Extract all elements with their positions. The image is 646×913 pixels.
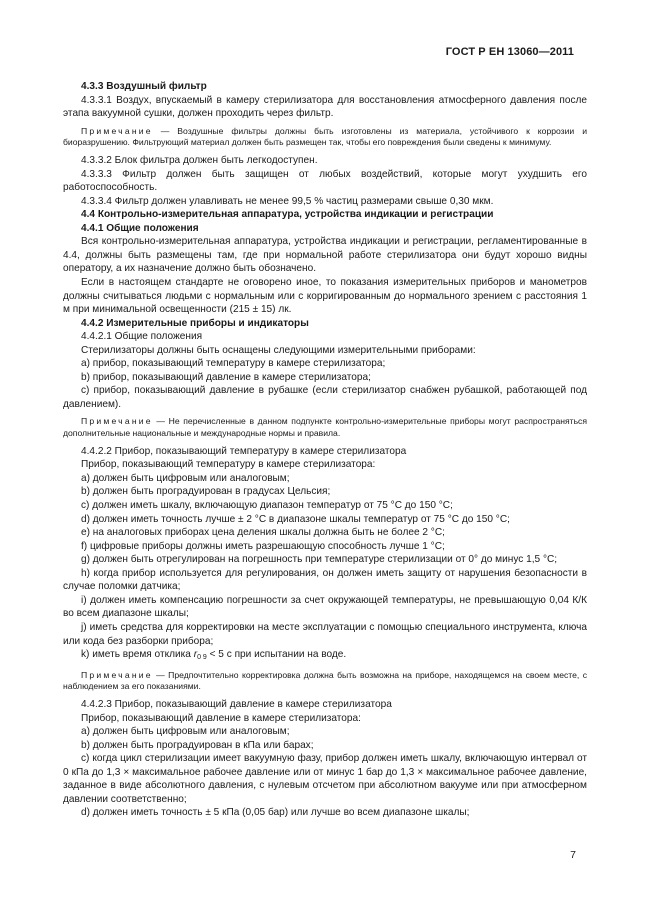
list-item: b) должен быть проградуирован в градусах Цельсия; — [81, 486, 331, 498]
paragraph: Если в настоящем стандарте не оговорено иное, то показания измерительных приборов и манометров должны считываться людьми с нормальным или с корригированным до нормального зрением с расстояния 1 м при минимальной освещенности (215 ± 15) лк. — [63, 276, 587, 316]
section-title: 4.4 Контрольно-измерительная аппаратура, устройства индикации и регистрации — [81, 209, 494, 221]
note — [63, 416, 587, 439]
item-k-text-end: < 5 с при испытании на воде. — [206, 649, 347, 661]
list-item: e) на аналоговых приборах цена деления шкалы должна быть не более 2 °C; — [81, 527, 445, 539]
note-text: — Воздушные фильтры должны быть изготовлены из материала, устойчивого к коррозии и биоразрушению. Фильтрующий материал должен быть размещен так, чтобы его повреждения были сведены к минимуму. — [63, 125, 587, 148]
response-time-subscript: 0 9 — [197, 654, 207, 662]
paragraph: Прибор, показывающий давление в камере стерилизатора: — [81, 712, 361, 724]
list-item: b) прибор, показывающий давление в камере стерилизатора; — [81, 371, 371, 383]
paragraph: Стерилизаторы должны быть оснащены следующими измерительными приборами: — [81, 344, 476, 356]
note — [63, 670, 587, 693]
note-text: — Не перечисленные в данном подпункте контрольно-измерительные приборы могут распространяться дополнительные национальные и международные нормы и правила. — [63, 416, 587, 439]
paragraph: 4.3.3.4 Фильтр должен улавливать не менее 99,5 % частиц размерами свыше 0,30 мкм. — [81, 195, 494, 207]
subsection-title: 4.4.2.2 Прибор, показывающий температуру в камере стерилизатора — [81, 445, 407, 457]
paragraph: 4.3.3.2 Блок фильтра должен быть легкодоступен. — [81, 155, 318, 167]
subsection-title: 4.4.2.3 Прибор, показывающий давление в камере стерилизатора — [81, 699, 392, 710]
page-number: 7 — [570, 849, 576, 861]
paragraph: Прибор, показывающий температуру в камере стерилизатора: — [81, 459, 376, 471]
list-item — [63, 648, 587, 665]
list-item: d) должен иметь точность ± 5 кПа (0,05 бар) или лучше во всем диапазоне шкалы; — [81, 807, 470, 819]
list-item: c) должен иметь шкалу, включающую диапазон температур от 75 °C до 150 °C; — [81, 500, 453, 512]
note-label: Примечание — [81, 669, 153, 680]
list-item: j) иметь средства для корректировки на месте эксплуатации с помощью специального инструмента, ключа или кода без разборки прибора; — [63, 621, 587, 647]
paragraph: Вся контрольно-измерительная аппаратура, устройства индикации и регистрации, регламентированные в 4.4, должны быть размещены там, где при нормальной работе стерилизатора они будут хорошо видны оператору, а их назначение должно быть обозначено. — [63, 236, 587, 275]
paragraph: 4.3.3.1 Воздух, впускаемый в камеру стерилизатора для восстановления атмосферного давления после этапа вакуумной сушки, должен проходить через фильтр. — [63, 94, 587, 120]
list-item: i) должен иметь компенсацию погрешности за счет окружающей температуры, не превышающую 0,04 К/К во всем диапазоне шкалы; — [63, 594, 587, 620]
list-item: g) должен быть отрегулирован на погрешность при температуре стерилизации от 0° до минус 1,5 °C; — [81, 554, 558, 566]
list-item: c) когда цикл стерилизации имеет вакуумную фазу, прибор должен иметь шкалу, включающую интервал от 0 кПа до 1,3 × максимальное рабочее давление или от минус 1 бар до 1,3 × максимальное рабочее давление, заданное в виде абсолютного давления, с нулевым отсчетом при абсолютном вакууме или при атмосферном давлении соответственно; — [63, 753, 587, 805]
item-k-text: k) иметь время отклика — [81, 649, 194, 661]
subsection-title: 4.4.1 Общие положения — [81, 222, 199, 234]
list-item: f) цифровые приборы должны иметь разрешающую способность лучше 1 °C; — [81, 540, 445, 552]
list-item: d) должен иметь точность лучше ± 2 °C в диапазоне шкалы температур от 75 °C до 150 °C; — [81, 513, 510, 525]
list-item: с) прибор, показывающий давление в рубашке (если стерилизатор снабжен рубашкой, работающей под давлением). — [63, 385, 587, 410]
list-item: а) должен быть цифровым или аналоговым; — [81, 472, 290, 484]
document-header: ГОСТ Р ЕН 13060—2011 — [445, 46, 574, 58]
list-item: h) когда прибор используется для регулирования, он должен иметь защиту от нарушения безопасности в случае поломки датчика; — [63, 567, 587, 593]
note-label: Примечание — [81, 125, 153, 136]
page-content — [63, 80, 587, 820]
subsection-title: 4.4.2 Измерительные приборы и индикаторы — [81, 317, 309, 329]
response-time-symbol: r — [193, 649, 198, 661]
paragraph: 4.3.3.3 Фильтр должен быть защищен от любых воздействий, которые могут ухудшить его работоспособность. — [63, 168, 587, 194]
section-title: 4.3.3 Воздушный фильтр — [81, 81, 207, 92]
paragraph: 4.4.2.1 Общие положения — [81, 331, 203, 343]
note-text: — Предпочтительно корректировка должна быть возможна на приборе, находящемся на своем месте, с наблюдением за его показаниями. — [63, 669, 587, 692]
note-label: Примечание — [81, 416, 153, 427]
list-item: а) должен быть цифровым или аналоговым; — [81, 726, 290, 738]
list-item: а) прибор, показывающий температуру в камере стерилизатора; — [81, 358, 386, 370]
list-item: b) должен быть проградуирован в кПа или барах; — [81, 739, 314, 751]
note — [63, 126, 587, 149]
